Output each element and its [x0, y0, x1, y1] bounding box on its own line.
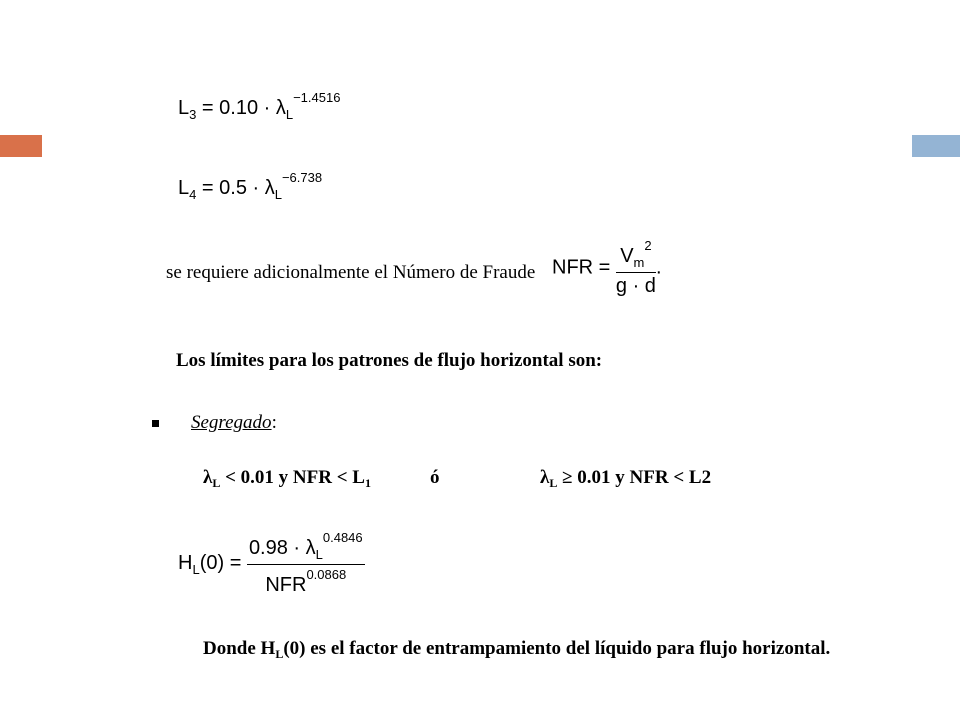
l4-exponent: −6.738 — [281, 170, 323, 185]
holdup-numerator: $0.98 \cdot \lambda_L^{0.4846}$ — [247, 530, 365, 565]
nfr-lhs: NFR = — [552, 256, 611, 279]
donde-text: Donde $H_L(0)$ es el factor de entrampamiento del líquido para flujo horizontal. — [203, 638, 831, 661]
or-separator: ó — [430, 467, 440, 488]
accent-bar-left — [0, 135, 42, 157]
holdup-lhs: H — [178, 551, 193, 574]
l3-exponent: −1.4516 — [293, 90, 341, 105]
bullet-marker — [152, 420, 159, 427]
equation-l4 — [178, 170, 322, 202]
holdup-fraction — [247, 530, 365, 597]
l3-lhs: L — [178, 97, 190, 119]
nfr-numerator: $V_m^2$ — [616, 238, 656, 273]
l3-lhs-sub: 3 — [189, 107, 197, 122]
l4-lambda-sub: L — [274, 187, 282, 202]
nfr-period: . — [655, 256, 662, 279]
holdup-lhs-sub: L — [192, 561, 200, 577]
l3-rhs: = 0.10 · λ — [201, 97, 286, 119]
equation-holdup — [178, 530, 365, 597]
l4-rhs: = 0.5 · λ — [201, 177, 275, 199]
holdup-lhs-arg: (0) = — [199, 551, 242, 574]
segregado-colon: : — [271, 412, 277, 433]
nfr-fraction — [616, 238, 656, 298]
holdup-denominator: $NFR^{0.0868}$ — [265, 567, 347, 596]
condition-1: $\lambda_L < 0.01$ y NFR < $L_1$ — [203, 467, 371, 490]
l4-lhs: L — [178, 177, 190, 199]
nfr-denominator: g · d — [615, 275, 656, 297]
segregado-heading — [191, 412, 277, 434]
limits-text: Los límites para los patrones de flujo horizontal son: — [176, 350, 603, 371]
equation-nfr — [552, 238, 662, 298]
fraude-text: se requiere adicionalmente el Número de Fraude — [166, 262, 536, 283]
equation-l3 — [178, 90, 340, 122]
condition-2: $\lambda_L \ge 0.01$ y NFR < L2 — [540, 467, 712, 490]
accent-bar-right — [912, 135, 960, 157]
l4-lhs-sub: 4 — [189, 187, 197, 202]
segregado-label: Segregado — [191, 412, 272, 433]
l3-lambda-sub: L — [285, 107, 294, 122]
